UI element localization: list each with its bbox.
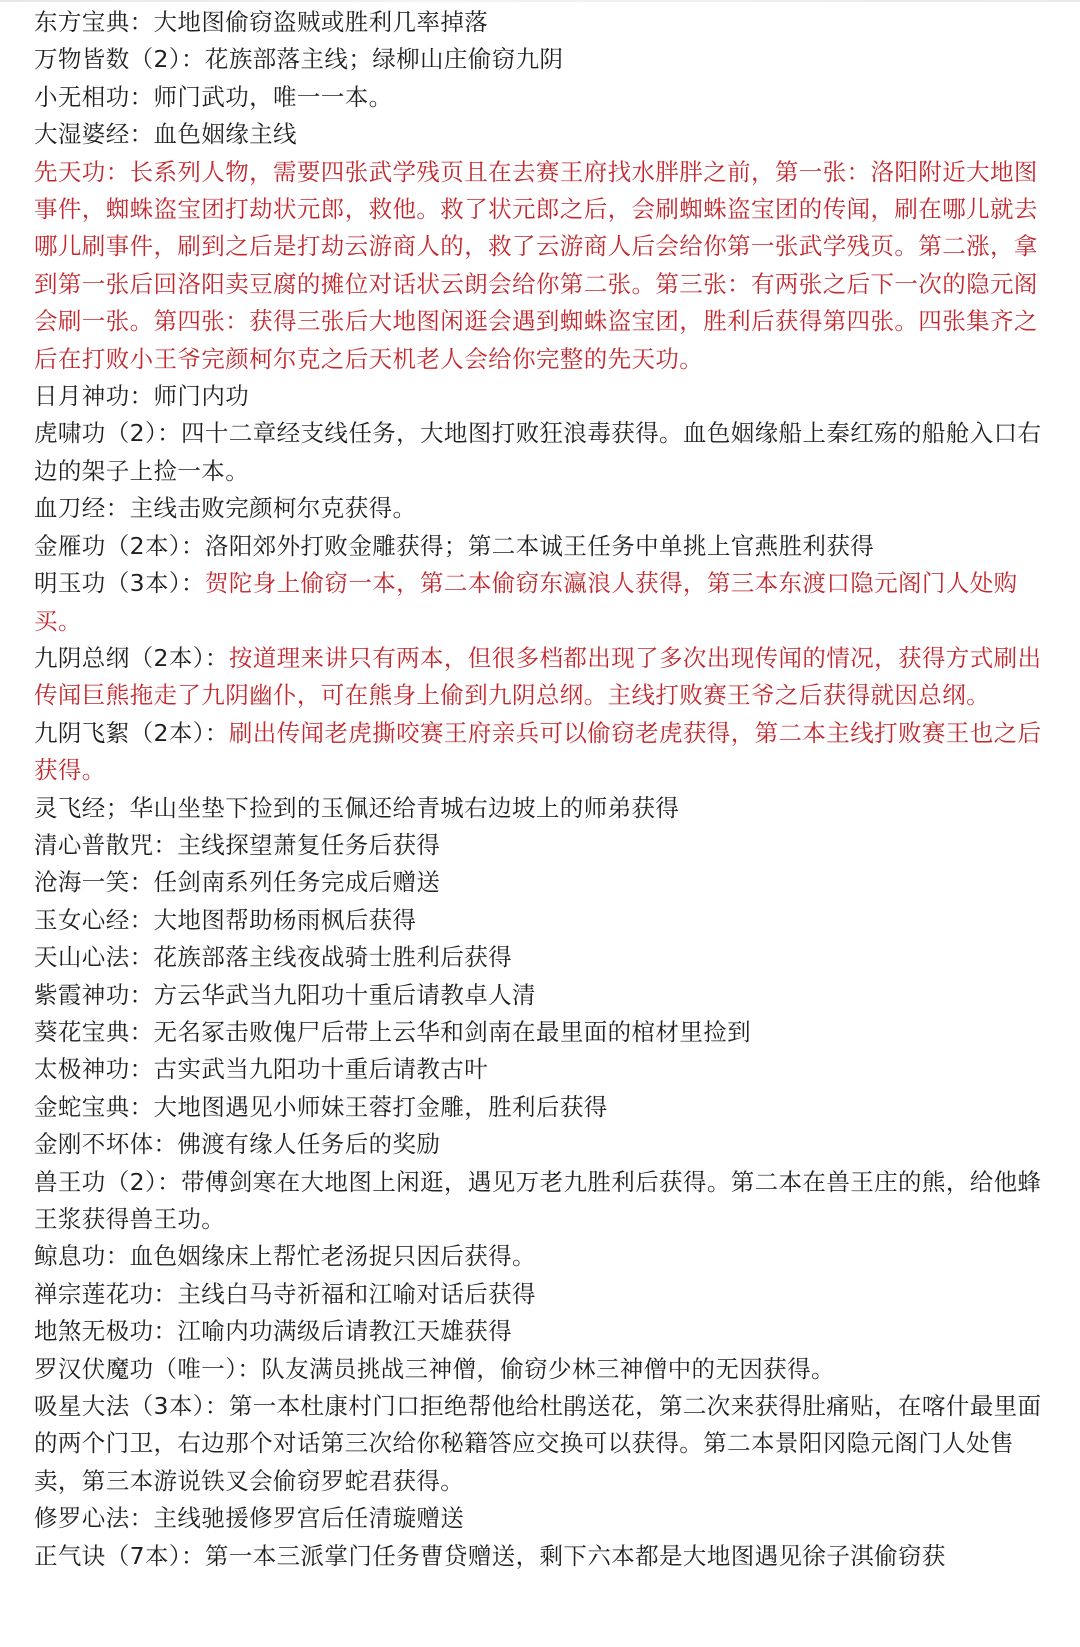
list-item <box>34 154 1044 378</box>
entry-title: 兽王功（2） <box>34 1167 158 1196</box>
entry-description: 按道理来讲只有两本，但很多档都出现了多次出现传闻的情况，获得方式刷出传闻巨熊拖走了九阴幽仆，可在熊身上偷到九阴总纲。主线打败赛王爷之后获得就因总纲。 <box>34 643 1042 710</box>
list-item <box>34 1276 1044 1313</box>
entry-description: 师门武功，唯一一本。 <box>153 82 393 111</box>
entry-separator: ： <box>157 419 182 448</box>
entry-separator: ： <box>129 1055 154 1084</box>
list-item <box>34 1126 1044 1163</box>
list-item <box>34 1538 1044 1575</box>
entry-separator: ： <box>129 1092 154 1121</box>
list-item <box>34 490 1044 527</box>
entry-title: 金刚不坏体 <box>34 1130 154 1159</box>
entry-description: 无名冢击败傀尸后带上云华和剑南在最里面的棺材里捡到 <box>153 1017 752 1046</box>
entry-description: 任剑南系列任务完成后赠送 <box>153 868 441 897</box>
list-item <box>34 79 1044 116</box>
entry-title: 血刀经 <box>34 494 106 523</box>
entry-separator: ： <box>153 830 178 859</box>
entry-description: 佛渡有缘人任务后的奖励 <box>177 1130 441 1159</box>
entry-description: 洛阳郊外打败金雕获得；第二本诚王任务中单挑上官燕胜利获得 <box>204 531 875 560</box>
entry-separator: ： <box>129 980 154 1009</box>
entry-description: 第一本杜康村门口拒绝帮他给杜鹃送花，第二次来获得肚痛贴，在喀什最里面的两个门卫，右边那个对话第三次给你秘籍答应交换可以获得。第二本景阳冈隐元阁门人处售卖，第三本游说铁叉会偷窃罗蛇君获得。 <box>34 1392 1042 1495</box>
entry-description: 带傅剑寒在大地图上闲逛，遇见万老九胜利后获得。第二本在兽王庄的熊，给他蜂王浆获得兽王功。 <box>34 1167 1042 1233</box>
list-item <box>34 939 1044 976</box>
entry-description: 师门内功 <box>153 382 250 411</box>
entry-description: 大地图帮助杨雨枫后获得 <box>153 905 417 934</box>
entry-title: 吸星大法（3本） <box>34 1392 205 1421</box>
entry-title: 天山心法 <box>34 943 130 972</box>
entry-description: 主线驰援修罗宫后任清璇赠送 <box>153 1504 465 1533</box>
entry-title: 金雁功（2本） <box>34 531 182 560</box>
entry-title: 沧海一笑 <box>34 868 130 897</box>
entry-title: 东方宝典 <box>34 8 130 36</box>
entry-description: 花族部落主线；绿柳山庄偷窃九阴 <box>204 45 564 74</box>
entry-title: 罗汉伏魔功（唯一） <box>34 1354 238 1383</box>
entry-separator: ： <box>105 157 130 186</box>
list-item <box>34 640 1044 715</box>
entry-title: 九阴飞絮（2本） <box>34 718 205 747</box>
entry-separator: ： <box>181 45 205 74</box>
entry-separator: ： <box>129 868 154 897</box>
entry-title: 紫霞神功 <box>34 980 130 1009</box>
entry-separator: ： <box>237 1354 262 1383</box>
entry-separator: ： <box>129 8 154 36</box>
entry-separator: ： <box>153 1317 178 1346</box>
entry-title: 地煞无极功 <box>34 1317 154 1346</box>
entry-title: 万物皆数（2） <box>34 45 182 74</box>
entry-title: 禅宗莲花功 <box>34 1279 154 1308</box>
entry-description: 主线白马寺祈福和江喻对话后获得 <box>177 1279 536 1308</box>
entry-separator: ： <box>181 569 205 598</box>
entry-title: 灵飞经 <box>34 793 106 822</box>
entry-description: 主线击败完颜柯尔克获得。 <box>129 494 417 523</box>
entry-description: 华山坐垫下捡到的玉佩还给青城右边坡上的师弟获得 <box>129 793 680 822</box>
entry-separator: ： <box>105 494 130 523</box>
entry-title: 日月神功 <box>34 382 130 411</box>
entry-description: 大地图遇见小师妹王蓉打金雕，胜利后获得 <box>153 1092 608 1121</box>
entry-title: 明玉功（3本） <box>34 569 182 598</box>
list-item <box>34 528 1044 565</box>
entry-description: 四十二章经支线任务，大地图打败狂浪毒获得。血色姻缘船上秦红殇的船舱入口右边的架子上捡一本。 <box>34 419 1042 485</box>
entry-title: 小无相功 <box>34 82 130 111</box>
entry-title: 先天功 <box>34 157 106 186</box>
entry-separator: ： <box>181 1541 205 1570</box>
list-item <box>34 41 1044 78</box>
entry-separator: ： <box>129 120 154 149</box>
list-item <box>34 715 1044 790</box>
entry-title: 鲸息功 <box>34 1242 106 1271</box>
list-item <box>34 1014 1044 1051</box>
entry-separator: ： <box>204 1392 229 1421</box>
entry-description: 江喻内功满级后请教江天雄获得 <box>177 1317 513 1346</box>
entry-description: 主线探望萧复任务后获得 <box>177 830 441 859</box>
entry-title: 九阴总纲（2本） <box>34 643 205 672</box>
page-top-edge <box>0 0 1080 2</box>
entry-separator: ： <box>157 1167 182 1196</box>
list-item <box>34 1500 1044 1537</box>
entry-separator: ； <box>105 793 130 822</box>
entry-description: 花族部落主线夜战骑士胜利后获得 <box>153 943 513 972</box>
entry-description: 队友满员挑战三神僧，偷窃少林三神僧中的无因获得。 <box>261 1354 835 1383</box>
entry-description: 方云华武当九阳功十重后请教卓人清 <box>153 980 536 1009</box>
list-item <box>34 4 1044 41</box>
entry-separator: ： <box>129 1504 154 1533</box>
entry-title: 玉女心经 <box>34 905 130 934</box>
list-item <box>34 1238 1044 1275</box>
entry-title: 修罗心法 <box>34 1504 130 1533</box>
entry-description: 大地图偷窃盗贼或胜利几率掉落 <box>153 8 489 36</box>
list-item <box>34 864 1044 901</box>
entry-separator: ： <box>129 943 154 972</box>
list-item <box>34 116 1044 153</box>
list-item <box>34 902 1044 939</box>
list-item <box>34 827 1044 864</box>
entry-description: 贺陀身上偷窃一本，第二本偷窃东瀛浪人获得，第三本东渡口隐元阁门人处购买。 <box>34 569 1018 635</box>
entry-separator: ： <box>129 382 154 411</box>
entry-title: 太极神功 <box>34 1055 130 1084</box>
list-item <box>34 1351 1044 1388</box>
entry-separator: ： <box>153 1279 178 1308</box>
list-item <box>34 565 1044 640</box>
entry-title: 虎啸功（2） <box>34 419 158 448</box>
entry-description: 第一本三派掌门任务曹贷赠送，剩下六本都是大地图遇见徐子淇偷窃获 <box>204 1541 946 1570</box>
entry-description: 长系列人物，需要四张武学残页且在去赛王府找水胖胖之前，第一张：洛阳附近大地图事件，蜘蛛盗宝团打劫状元郎，救他。救了状元郎之后，会刷蜘蛛盗宝团的传闻，刷在哪儿就去哪儿刷事件，刷到之后是打劫云游商人的，救了云游商人后会给你第一张武学残页。第二涨，拿到第一张后回洛阳卖豆腐的摊位对话状云朗会给你第二张。第三张：有两张之后下一次的隐元阁会刷一张。第四张：获得三张后大地图闲逛会遇到蜘蛛盗宝团，胜利后获得第四张。四张集齐之后在打败小王爷完颜柯尔克之后天机老人会给你完整的先天功。 <box>34 157 1038 373</box>
entry-separator: ： <box>105 1242 130 1271</box>
list-item <box>34 977 1044 1014</box>
entry-separator: ： <box>129 905 154 934</box>
list-item <box>34 415 1044 490</box>
entry-separator: ： <box>129 1017 154 1046</box>
entry-description: 刷出传闻老虎撕咬赛王府亲兵可以偷窃老虎获得，第二本主线打败赛王也之后获得。 <box>34 718 1042 785</box>
list-item <box>34 378 1044 415</box>
entry-description: 血色姻缘主线 <box>153 120 297 149</box>
entry-separator: ： <box>129 82 154 111</box>
entry-title: 清心普散咒 <box>34 830 154 859</box>
entry-title: 大湿婆经 <box>34 120 130 149</box>
entry-separator: ： <box>153 1130 178 1159</box>
list-item <box>34 790 1044 827</box>
entry-title: 金蛇宝典 <box>34 1092 130 1121</box>
entry-title: 正气诀（7本） <box>34 1541 182 1570</box>
list-item <box>34 1388 1044 1500</box>
entry-separator: ： <box>204 643 229 672</box>
list-item <box>34 1313 1044 1350</box>
entry-separator: ： <box>204 718 229 747</box>
entry-description: 古实武当九阳功十重后请教古叶 <box>153 1055 489 1084</box>
martial-arts-list <box>34 4 1044 1575</box>
entry-title: 葵花宝典 <box>34 1017 130 1046</box>
entry-separator: ： <box>181 531 205 560</box>
list-item <box>34 1051 1044 1088</box>
list-item <box>34 1089 1044 1126</box>
entry-description: 血色姻缘床上帮忙老汤捉只因后获得。 <box>129 1242 536 1271</box>
list-item <box>34 1164 1044 1239</box>
